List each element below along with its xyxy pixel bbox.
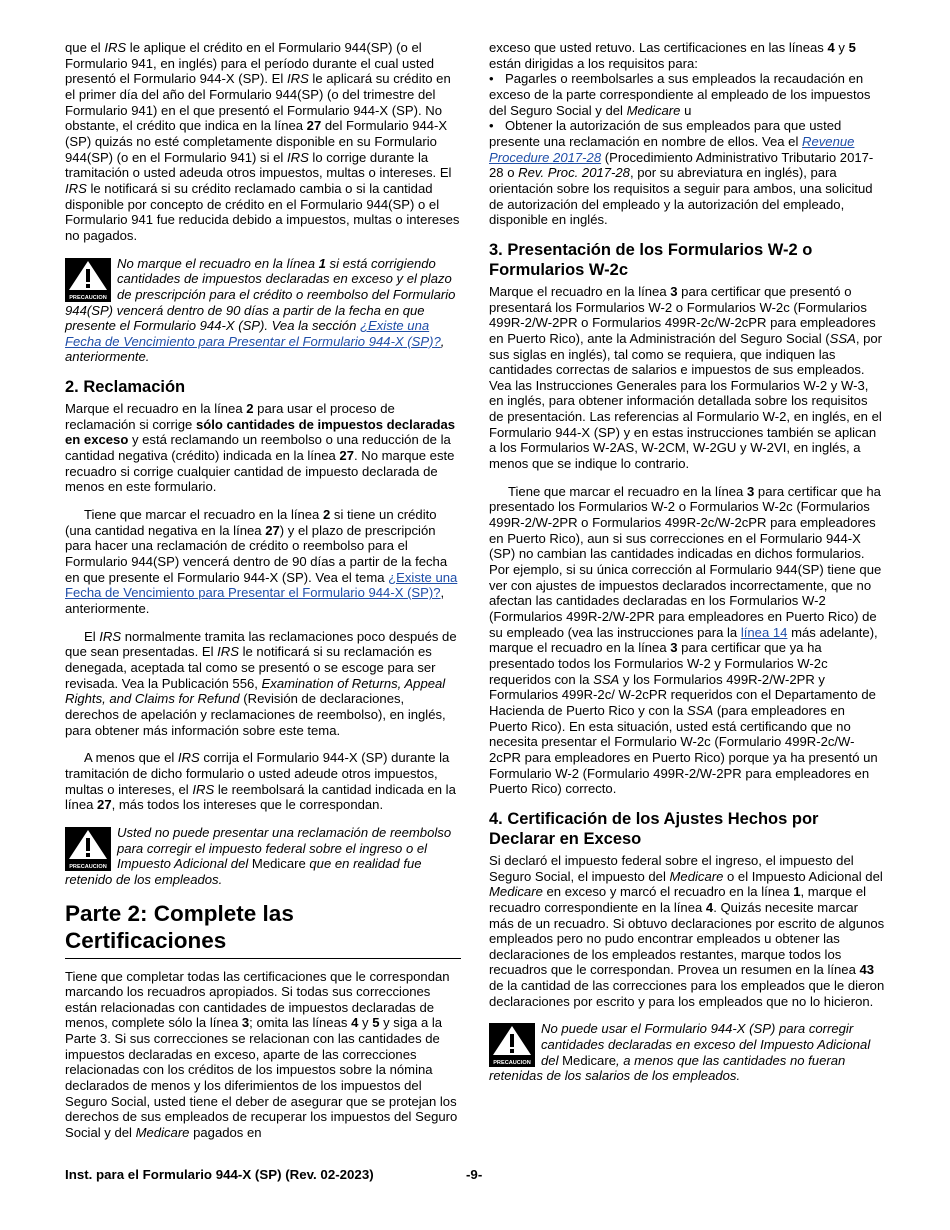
paragraph-claim-process: Marque el recuadro en la línea 2 para usar el proceso de reclamación si corrige sólo cantidades de impuestos declaradas en exceso y está reclamando un reembolso o una reducción de la cantidad negativa (crédito) indicada en la línea 27. No marque este recuadro si corrige cualquier cantidad de impuesto declarada de menos en este formulario. bbox=[65, 401, 456, 495]
caution-note-additional-medicare: PRECAUCION No puede usar el Formulario 944-X (SP) para corregir cantidades declaradas en exceso del Impuesto Adicional del Medicare, a menos que las cantidades no fueran retenidas de los salarios de los empleados. bbox=[489, 1021, 871, 1084]
paragraph-requirements: exceso que usted retuvo. Las certificaciones en las líneas 4 y 5 están dirigidas a los requisitos para: bbox=[489, 40, 856, 71]
paragraph-line3-certify: Tiene que marcar el recuadro en la línea 3 para certificar que ha presentado los Formularios W-2 o Formularios W-2c (Formularios 499R-2/W-2PR o Formularios 499R-2c/W-2cPR para empleadores en Puerto Rico), aun si sus correcciones en el Formulario 944-X (SP) no cambian las cantidades indicadas en dichos formularios. Por ejemplo, si su única corrección al Formulario 944(SP) tiene que ver con ajustes de impuestos declarados incorrectamente, que no afectan las cantidades declaradas en los Formularios W-2 (Formularios 499R-2/W-2PR para empleadores en Puerto Rico) de su empleado (vea las instrucciones para la línea 14 más adelante), marque el recuadro en la línea 3 para certificar que ya ha presentado todos los Formularios W-2 y Formularios W-2c requeridos con la SSA y los Formularios 499R-2/W-2PR y Formularios 499R-2c/ W-2cPR requeridos con el Departamento de Hacienda de Puerto Rico y con la SSA (para empleadores en Puerto Rico). En esta situación, usted está certificando que no necesita presentar el Formulario W-2c (Formulario 499R-2c/W-2cPR para empleadores en Puerto Rico) porque ya ha presentó un Formulario W-2 (Formulario 499R-2/W-2PR para empleadores en Puerto Rico) correcto. bbox=[489, 483, 882, 797]
caution-icon bbox=[489, 1023, 535, 1067]
svg-text:PRECAUCION: PRECAUCION bbox=[69, 863, 107, 870]
heading-certificacion-ajustes: 4. Certificación de los Ajustes Hechos por Declarar en Exceso bbox=[489, 809, 819, 848]
bullet-icon: • bbox=[489, 71, 494, 87]
caution-icon bbox=[65, 827, 111, 871]
paragraph-line4: Si declaró el impuesto federal sobre el ingreso, el impuesto del Seguro Social, el impuesto del Medicare o el Impuesto Adicional del Medicare en exceso y marcó el recuadro en la línea 1, marque el recuadro correspondiente en la línea 4. Quizás necesite marcar más de un recuadro. Si obtuvo declaraciones por escrito de algunos empleados pero no pudo encontrar empleados u obtener las declaraciones de los empleados restantes, marque todos los recuadros que le correspondan. Provea un resumen en la línea 43 de la cantidad de las correcciones para los empleados que le dieron declaraciones por escrito y para los empleados que no lo hicieron. bbox=[489, 852, 885, 1009]
link-deadline-topic[interactable]: ¿Existe una Fecha de Vencimiento para Presentar el Formulario 944-X (SP)? bbox=[65, 569, 458, 601]
heading-presentacion-w2: 3. Presentación de los Formularios W-2 o Formularios W-2c bbox=[489, 240, 813, 279]
heading-parte-2: Parte 2: Complete las Certificaciones bbox=[65, 900, 461, 959]
caution-icon bbox=[65, 258, 111, 302]
caution-note-line1: PRECAUCION No marque el recuadro en la línea 1 si está corrigiendo cantidades de impuestos declaradas en exceso y el plazo de prescripción para el crédito o reembolso del Formulario 944(SP) vencerá dentro de 90 días a partir de la fecha en que presente el Formulario 944-X (SP). Vea la sección ¿Existe una Fecha de Vencimiento para Presentar el Formulario 944-X (SP)?, anteriormente. bbox=[65, 255, 456, 365]
bullet-icon: • bbox=[489, 118, 494, 134]
left-column bbox=[65, 40, 461, 1153]
link-line-14[interactable]: línea 14 bbox=[740, 624, 788, 640]
svg-text:PRECAUCION: PRECAUCION bbox=[69, 294, 107, 301]
link-revenue-procedure[interactable]: Revenue Procedure 2017-28 bbox=[489, 133, 855, 165]
caution-note-refund-claim: PRECAUCION Usted no puede presentar una reclamación de reembolso para corregir el impuesto federal sobre el ingreso o el Impuesto Adicional del Medicare que en realidad fue retenido de los empleados. bbox=[65, 824, 452, 887]
heading-reclamacion: 2. Reclamación bbox=[65, 378, 186, 397]
right-column bbox=[489, 40, 885, 1096]
paragraph-line3: Marque el recuadro en la línea 3 para certificar que presentó o presentará los Formularios W-2 o Formularios W-2c (Formularios 499R-2/W-2PR o Formularios 499R-2c/W-2cPR para empleadores en Puerto Rico), ante la Administración del Seguro Social (SSA, por sus siglas en inglés), tal como se requiera, que indiquen las cantidades correctas de salarios e impuestos de sus empleados. Vea las Instrucciones Generales para los Formularios W-2 y W-3, en inglés, para obtener información detallada sobre los requisitos de presentación. Las referencias al Formulario W-2, en inglés, en el Formulario 944-X (SP) y en estas instrucciones también se aplican a los Formularios W-2AS, W-2CM, W-2GU y W-2VI, en inglés, a menos que se indique lo contrario. bbox=[489, 283, 883, 472]
paragraph-claim-deadline: Tiene que marcar el recuadro en la línea 2 si tiene un crédito (una cantidad negativa en la línea 27) y el plazo de prescripción para hacer una reclamación de crédito o reembolso para el Formulario 944(SP) vencerá dentro de 90 días a partir de la fecha en que presente el Formulario 944-X (SP). Vea el tema ¿Existe una Fecha de Vencimiento para Presentar el Formulario 944-X (SP)?, anteriormente. bbox=[65, 507, 458, 616]
link-deadline-section[interactable]: ¿Existe una Fecha de Vencimiento para Presentar el Formulario 944-X (SP)? bbox=[65, 318, 441, 349]
paragraph-claim-processing: El IRS normalmente tramita las reclamaciones poco después de que sean presentadas. El IRS le notificará si su reclamación es denegada, aceptada tal como se presentó o se escoge para ser revisada. Vea la Publicación 556, Examination of Returns, Appeal Rights, and Claims for Refund (Revisión de declaraciones, derechos de apelación y reclamaciones de reembolso), en inglés, para obtener más información sobre este tema. bbox=[65, 628, 457, 738]
bullet-pay-employees: • Pagarles o reembolsarles a sus empleados la recaudación en exceso de la parte correspondiente al empleado de los impuestos del Seguro Social y del Medicare u bbox=[489, 71, 871, 118]
page-footer bbox=[65, 1167, 885, 1182]
paragraph-credit-application: que el IRS le aplique el crédito en el Formulario 944(SP) (o el Formulario 941, en inglés) para el período durante el cual usted presentó el Formulario 944-X (SP). El IRS le aplicará su crédito en el primer día del año del Formulario 944(SP) (o del trimestre del Formulario 941) en el que presentó el Formulario 944-X (SP). No obstante, el crédito que indica en la línea 27 del Formulario 944-X (SP) quizás no esté completamente disponible en su Formulario 944(SP) (o en el Formulario 941) si el IRS lo corrige durante la tramitación o usted adeuda otros impuestos, multas o intereses. El IRS le notificará si su crédito reclamado cambia o si la cantidad disponible por concepto de crédito en el Formulario 944(SP) o el Formulario 941 fue reducida debido a impuestos, multas o intereses no pagados. bbox=[65, 40, 460, 243]
paragraph-certifications: Tiene que completar todas las certificaciones que le correspondan marcando los recuadros apropiados. Si todas sus correcciones están relacionadas con cantidades de impuestos declaradas de menos, complete sólo la línea 3; omita las líneas 4 y 5 y siga a la Parte 3. Si sus correcciones se relacionan con las cantidades de impuestos declaradas en exceso, aparte de las correcciones relacionadas con los créditos de los impuestos sobre la nómina declarados de menos y los diferimientos de los impuestos del Seguro Social, usted tiene el deber de asegurar que se protejan los derechos de sus empleados de recuperar los impuestos del Seguro Social y del Medicare pagados en bbox=[65, 968, 458, 1141]
page-number: -9- bbox=[466, 1167, 483, 1182]
footer-title: Inst. para el Formulario 944-X (SP) (Rev. 02-2023) bbox=[65, 1167, 374, 1182]
bullet-obtain-authorization: • Obtener la autorización de sus empleados para que usted presente una reclamación en nombre de ellos. Vea el Revenue Procedure 2017-28 (Procedimiento Administrativo Tributario 2017-28 o Rev. Proc. 2017-28, por su abreviatura en inglés), para orientación sobre los requisitos a seguir para ambos, una solicitud de autorización del empleado y la autorización del empleado, disponible en inglés. bbox=[489, 118, 874, 228]
paragraph-refund: A menos que el IRS corrija el Formulario 944-X (SP) durante la tramitación de dicho formulario o usted adeude otros impuestos, multas o intereses, el IRS le reembolsará la cantidad indicada en la línea 27, más todos los intereses que le correspondan. bbox=[65, 750, 456, 813]
svg-text:PRECAUCION: PRECAUCION bbox=[493, 1060, 531, 1067]
